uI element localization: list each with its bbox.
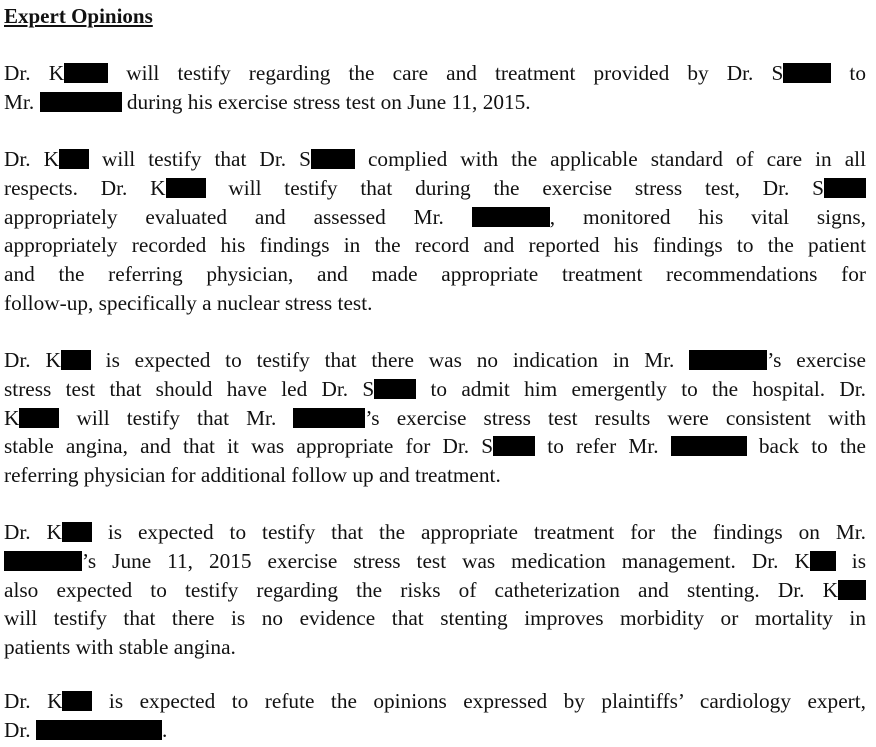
paragraph-standard-of-care [4, 145, 866, 318]
redaction-block [40, 92, 122, 112]
redaction-block [810, 551, 836, 571]
text-line: Dr. K is expected to testify that there was no indication in Mr. ’s exercise [4, 348, 867, 372]
paragraph-treatment-management [4, 518, 866, 662]
redaction-block [838, 580, 866, 600]
paragraph-stress-test-findings [4, 346, 866, 490]
text-line: Dr. K is expected to refute the opinions expressed by plaintiffs’ cardiology expert, [4, 689, 866, 713]
redaction-block [64, 63, 108, 83]
text-line: Dr. K will testify regarding the care and treatment provided by Dr. S to [4, 61, 866, 85]
redaction-block [293, 408, 365, 428]
text-line: respects. Dr. K will testify that during the exercise stress test, Dr. S [4, 174, 866, 203]
text-line: also expected to testify regarding the risks of catheterization and stenting. Dr. K [4, 576, 866, 605]
redaction-block [36, 720, 162, 740]
redaction-block [374, 379, 416, 399]
text-line: follow-up, specifically a nuclear stress test. [4, 290, 373, 315]
redaction-block [4, 551, 82, 571]
redaction-block [783, 63, 831, 83]
redaction-block [59, 149, 89, 169]
text-line: will testify that there is no evidence that stenting improves morbidity or mortality in [4, 606, 866, 631]
section-heading: Expert Opinions [4, 4, 153, 28]
text-line: Dr. K will testify that Dr. S complied with the applicable standard of care in all [4, 147, 867, 171]
text-line: Dr. . [4, 717, 168, 742]
text-line: Mr. during his exercise stress test on June 11, 2015. [4, 89, 531, 114]
text-line: and the referring physician, and made appropriate treatment recommendations for [4, 262, 866, 287]
redaction-block [472, 207, 550, 227]
paragraph-rebuttal [4, 687, 866, 745]
text-line: stress test that should have led Dr. S to admit him emergently to the hospital. Dr. [4, 376, 866, 401]
redaction-block [19, 408, 59, 428]
redaction-block [311, 149, 355, 169]
text-line: appropriately recorded his findings in the record and reported his findings to the patient [4, 233, 866, 258]
redaction-block [671, 436, 747, 456]
redaction-block [61, 350, 91, 370]
redaction-block [824, 178, 866, 198]
text-line: ’s June 11, 2015 exercise stress test was medication management. Dr. K is [4, 547, 866, 576]
text-line: appropriately evaluated and assessed Mr. , monitored his vital signs, [4, 204, 866, 229]
text-line: Dr. K is expected to testify that the appropriate treatment for the findings on Mr. [4, 520, 866, 544]
text-line: K will testify that Mr. ’s exercise stress test results were consistent with [4, 405, 866, 430]
redaction-block [493, 436, 535, 456]
redaction-block [62, 691, 92, 711]
redaction-block [62, 522, 92, 542]
redaction-block [166, 178, 206, 198]
paragraph-scope-of-testimony [4, 59, 866, 117]
text-line: patients with stable angina. [4, 635, 236, 660]
redaction-block [689, 350, 767, 370]
text-line: stable angina, and that it was appropriate for Dr. S to refer Mr. back to the [4, 434, 866, 459]
text-line: referring physician for additional follow up and treatment. [4, 463, 501, 488]
